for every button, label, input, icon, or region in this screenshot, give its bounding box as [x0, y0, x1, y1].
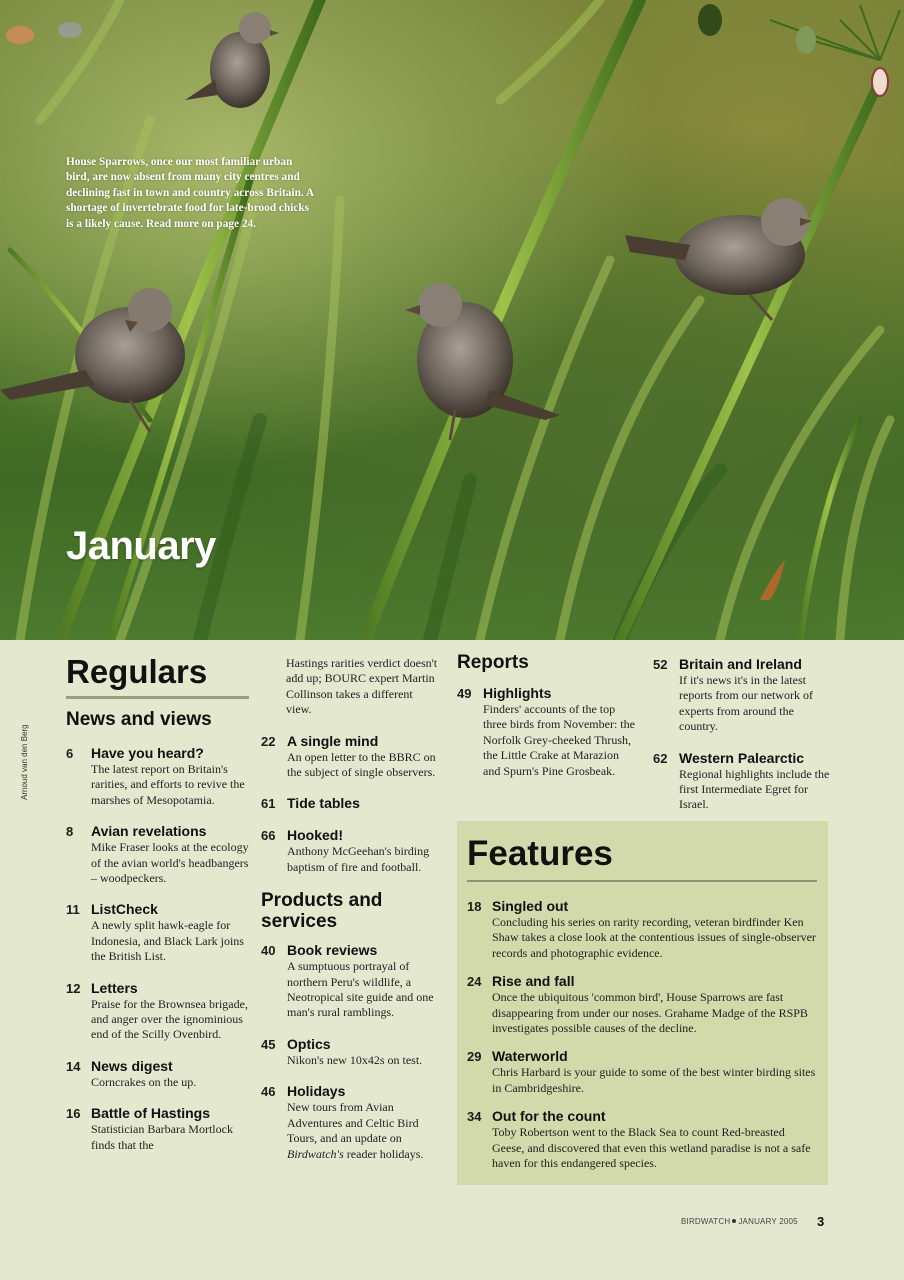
entry-description: Mike Fraser looks at the ecology of the avian world's headbangers – woodpeckers.: [91, 840, 249, 886]
contents-entry[interactable]: [457, 685, 637, 779]
entry-description: If it's news it's in the latest reports from our network of experts from around the country.: [679, 673, 813, 734]
entry-heading: Waterworld: [492, 1048, 568, 1065]
contents-entry[interactable]: [467, 898, 819, 961]
entry-description: Nikon's new 10x42s on test.: [287, 1052, 423, 1067]
page-number: 12: [66, 980, 81, 996]
page-number: 61: [261, 796, 276, 812]
contents-entry[interactable]: [467, 973, 819, 1036]
page-number: 29: [467, 1049, 482, 1065]
contents-entry[interactable]: [66, 980, 249, 1043]
regulars-column: [66, 652, 249, 1168]
entry-description: Statistician Barbara Mortlock finds that the: [91, 1122, 233, 1152]
entry-heading: News digest: [91, 1057, 173, 1074]
contents-entry[interactable]: [261, 733, 441, 781]
contents-entry[interactable]: [261, 1036, 441, 1068]
contents-entry[interactable]: [66, 1058, 249, 1090]
entry-description: Corncrakes on the up.: [91, 1074, 197, 1089]
entry-heading: Britain and Ireland: [679, 656, 802, 672]
contents-entry[interactable]: [261, 795, 441, 812]
entry-heading: Letters: [91, 979, 138, 996]
page-number: 66: [261, 828, 276, 844]
photo-caption: House Sparrows, once our most familiar urban bird, are now absent from many city centres and declining fast in town and country across Britain. A shortage of invertebrate food for late-brood chicks is a likely cause. Read more on page 24.: [66, 156, 314, 230]
contents-entry[interactable]: [261, 942, 441, 1021]
entry-description: The latest report on Britain's rarities, and efforts to revive the marshes of Mesopotamia.: [91, 762, 245, 807]
entry-description: Toby Robertson went to the Black Sea to count Red-breasted Geese, and discovered that even this wetland paradise is not a safe haven for this endangered species.: [492, 1125, 811, 1171]
entry-heading: Tide tables: [287, 795, 360, 812]
entry-heading: Hooked!: [287, 827, 343, 844]
contents-entry[interactable]: [261, 1083, 441, 1162]
reports-column: [457, 652, 637, 794]
magazine-name: BIRDWATCH: [681, 1217, 731, 1226]
entry-heading: ListCheck: [91, 901, 158, 918]
holidays-desc-end: reader holidays.: [343, 1146, 424, 1161]
entry-description: A newly split hawk-eagle for Indonesia, and Black Lark joins the British List.: [91, 918, 244, 964]
contents-entry[interactable]: [467, 1108, 819, 1171]
entry-heading: Battle of Hastings: [91, 1105, 211, 1122]
entry-heading: Rise and fall: [492, 973, 575, 990]
features-rule: [467, 880, 817, 882]
entry-heading: Optics: [287, 1035, 331, 1052]
entry-heading: Holidays: [287, 1083, 346, 1100]
page-number: 18: [467, 899, 482, 914]
contents-entry-continued: [261, 656, 441, 718]
regulars-rule: [66, 696, 249, 699]
page-number: 11: [66, 902, 80, 918]
holidays-desc-italic: Birdwatch's: [287, 1146, 344, 1161]
reports-title: Reports: [457, 652, 529, 673]
entry-heading: Book reviews: [287, 942, 378, 959]
entry-description: Anthony McGeehan's birding baptism of fire and football.: [287, 844, 430, 874]
page-number: 46: [261, 1084, 276, 1100]
entry-heading: Western Palearctic: [679, 749, 805, 766]
entry-heading: A single mind: [287, 732, 379, 749]
photo-credit: Arnoud van den Berg: [20, 724, 29, 800]
bullet-icon: [732, 1219, 736, 1223]
entry-description: Praise for the Brownsea brigade, and anger over the ignominious end of the Scilly Ovenbird.: [91, 996, 248, 1042]
contents-entry[interactable]: [66, 823, 249, 886]
contents-entry[interactable]: [66, 1105, 249, 1153]
page-number: 22: [261, 733, 276, 749]
features-list: [467, 898, 819, 1183]
regulars-title: Regulars: [66, 653, 208, 690]
reports-right-column: [653, 656, 833, 828]
contents-entry[interactable]: [66, 745, 249, 808]
contents-entry[interactable]: [653, 656, 833, 735]
features-box: [457, 821, 828, 1185]
entry-heading: Singled out: [492, 898, 569, 914]
page-number: 6: [66, 746, 74, 761]
page-number: 40: [261, 943, 276, 959]
entry-description: Once the ubiquitous 'common bird', House Sparrows are fast disappearing from under our noses. Grahame Madge of the RSPB investigates possible causes of the decline.: [492, 990, 808, 1036]
entry-description: Finders' accounts of the top three birds from November: the Norfolk Grey-cheeked Thrush, the Little Crake at Marazion and Spurn's Pine Grosbeak.: [483, 702, 635, 778]
regulars-continued-column: [261, 656, 441, 1177]
news-views-title: News and views: [66, 709, 212, 730]
page-number: 49: [457, 686, 472, 701]
page-number: 16: [66, 1106, 81, 1122]
features-title: Features: [467, 834, 613, 873]
page-number: 62: [653, 750, 668, 766]
entry-description: Regional highlights include the first Intermediate Egret for Israel.: [679, 766, 830, 812]
running-footer: [681, 1217, 798, 1226]
entry-heading: Out for the count: [492, 1108, 606, 1125]
entry-heading: Highlights: [483, 685, 552, 701]
month-title: January: [66, 524, 216, 568]
entry-description: A sumptuous portrayal of northern Peru's wildlife, a Neotropical site guide and one man's rural ramblings.: [287, 959, 434, 1020]
entry-heading: Have you heard?: [91, 745, 204, 761]
entry-description: Chris Harbard is your guide to some of the best winter birding sites in Cambridgeshire.: [492, 1065, 816, 1095]
products-services-title: Products and services: [261, 890, 383, 933]
page-number-footer: 3: [817, 1214, 825, 1229]
page-number: 45: [261, 1036, 276, 1052]
contents-entry[interactable]: [261, 827, 441, 875]
entry-description: Concluding his series on rarity recording, veteran birdfinder Ken Shaw takes a close look at the contentious issues of single-observer records and photographic evidence.: [492, 915, 816, 960]
entry-description: An open letter to the BBRC on the subject of single observers.: [287, 749, 436, 780]
issue-date: JANUARY 2005: [738, 1217, 798, 1226]
page-number: 8: [66, 824, 74, 840]
page-number: 52: [653, 657, 668, 672]
entry-description: Hastings rarities verdict doesn't add up; BOURC expert Martin Collinson takes a different view.: [286, 656, 438, 717]
contents-entry[interactable]: [66, 901, 249, 964]
page-number: 34: [467, 1109, 482, 1125]
holidays-desc-start: New tours from Avian Adventures and Celtic Bird Tours, and an update on: [287, 1100, 419, 1146]
entry-description: [287, 1100, 441, 1162]
contents-entry[interactable]: [467, 1048, 819, 1096]
page-number: 14: [66, 1058, 81, 1074]
entry-heading: Avian revelations: [91, 823, 207, 840]
page-number: 24: [467, 974, 482, 990]
contents-entry[interactable]: [653, 750, 833, 813]
